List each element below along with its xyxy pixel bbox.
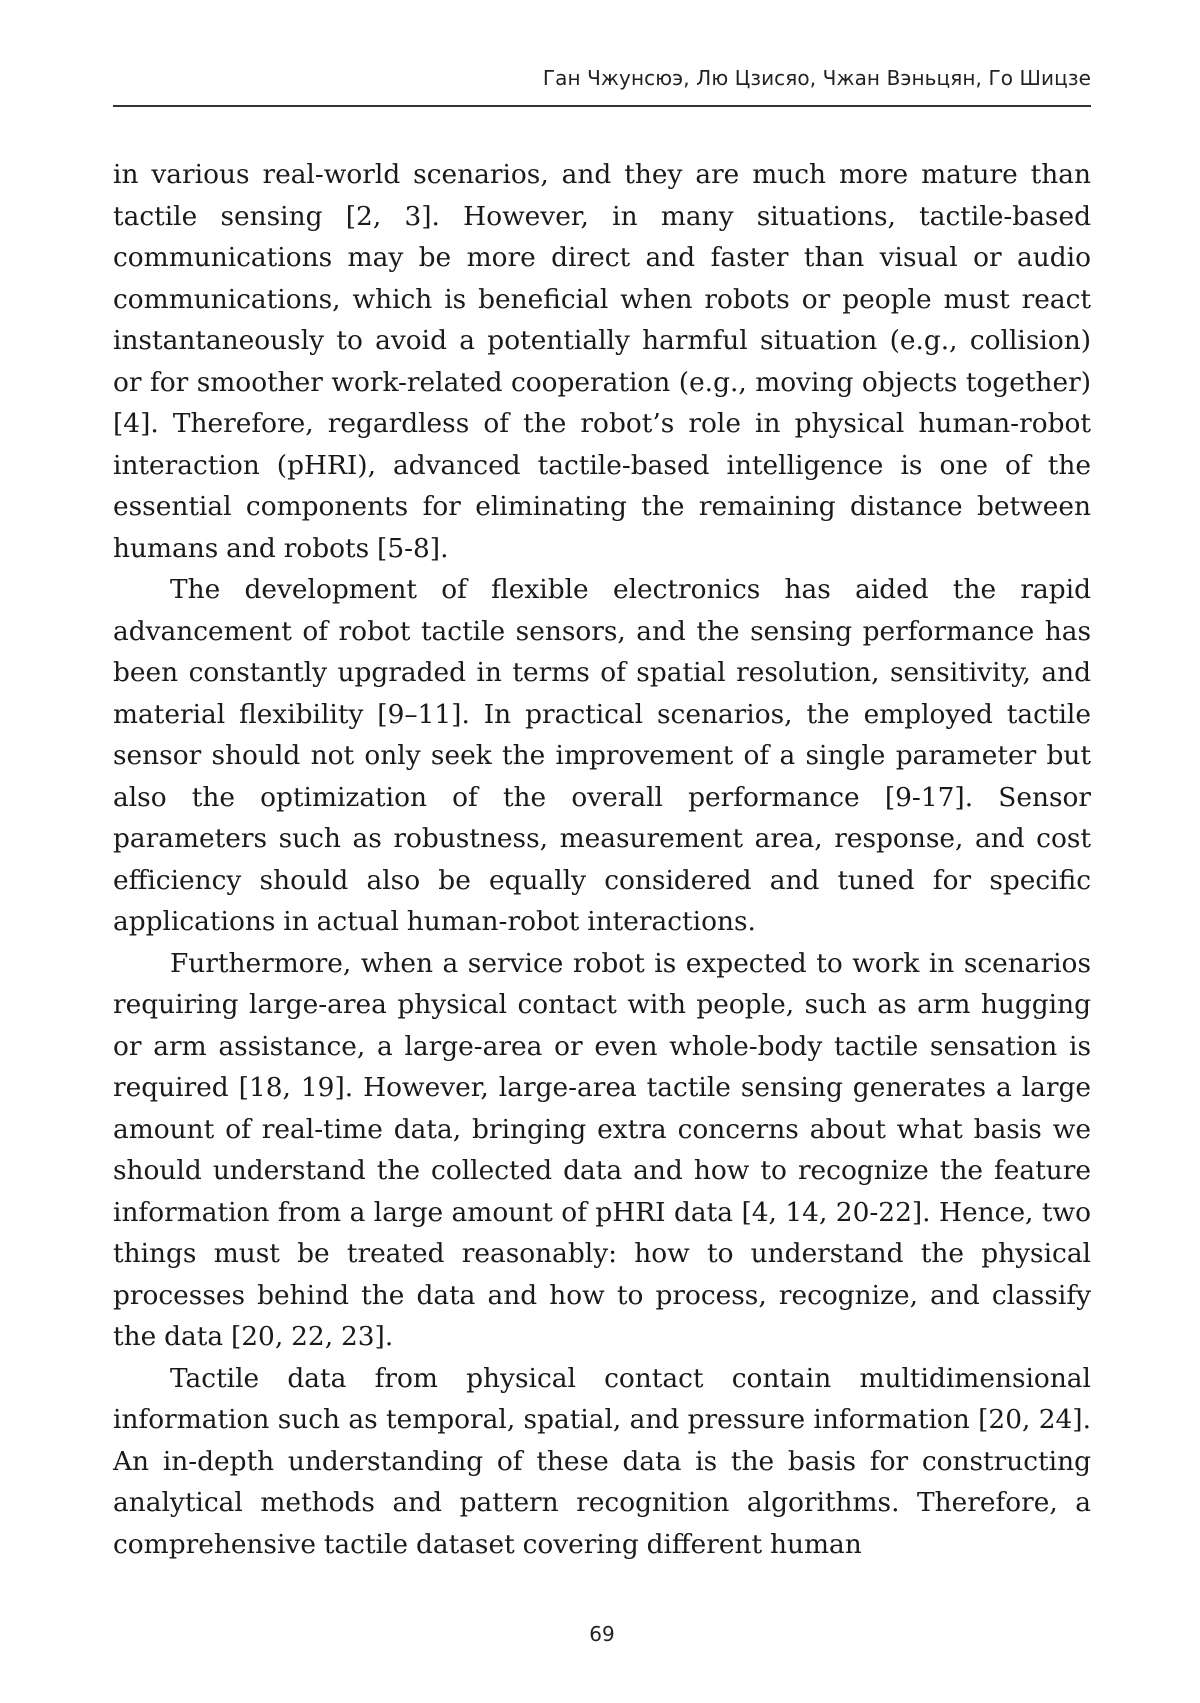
header-divider bbox=[113, 105, 1091, 107]
page-number: 69 bbox=[589, 1622, 615, 1646]
running-header-authors: Ган Чжунсюэ, Лю Цзисяо, Чжан Вэньцян, Го Шицзе bbox=[542, 66, 1091, 90]
paragraph-large-area-sensing: Furthermore, when a service robot is expected to work in scenarios requiring large-area physical contact with people, such as arm hugging or arm assistance, a large-area or even whole-body tactile sensation is required [18, 19]. However, large-area tactile sensing generates a large amount of real-time data, bringing extra concerns about what basis we should understand the collected data and how to recognize the feature information from a large amount of pHRI data [4, 14, 20-22]. Hence, two things must be treated reasonably: how to understand the physical processes behind the data and how to process, recognize, and classify the data [20, 22, 23]. bbox=[113, 947, 1091, 1352]
paragraph-tactile-data: Tactile data from physical contact contain multidimensional information such as temporal, spatial, and pressure information [20, 24]. An in-depth understanding of these data is the basis for constructing analytical methods and pattern recognition algorithms. Therefore, a comprehensive tactile dataset covering different human bbox=[113, 1362, 1091, 1560]
paragraph-continuation: in various real-world scenarios, and they are much more mature than tactile sensing [2, 3]. However, in many situations, tactile-based communications may be more direct and faster than visual or audio communications, which is beneficial when robots or people must react instantaneously to avoid a potentially harmful situation (e.g., collision) or for smoother work-related cooperation (e.g., moving objects together) [4]. Therefore, regardless of the robot’s role in physical human-robot interaction (pHRI), advanced tactile-based intelligence is one of the essential components for eliminating the remaining distance between humans and robots [5-8]. bbox=[113, 159, 1091, 564]
body-text bbox=[113, 154, 1091, 1565]
paragraph-flexible-electronics: The development of flexible electronics has aided the rapid advancement of robot tactile sensors, and the sensing performance has been constantly upgraded in terms of spatial resolution, sensitivity, and material flexibility [9–11]. In practical scenarios, the employed tactile sensor should not only seek the improvement of a single parameter but also the optimization of the overall performance [9-17]. Sensor parameters such as robustness, measurement area, response, and cost efficiency should also be equally considered and tuned for specific applications in actual human-robot interactions. bbox=[113, 574, 1091, 937]
